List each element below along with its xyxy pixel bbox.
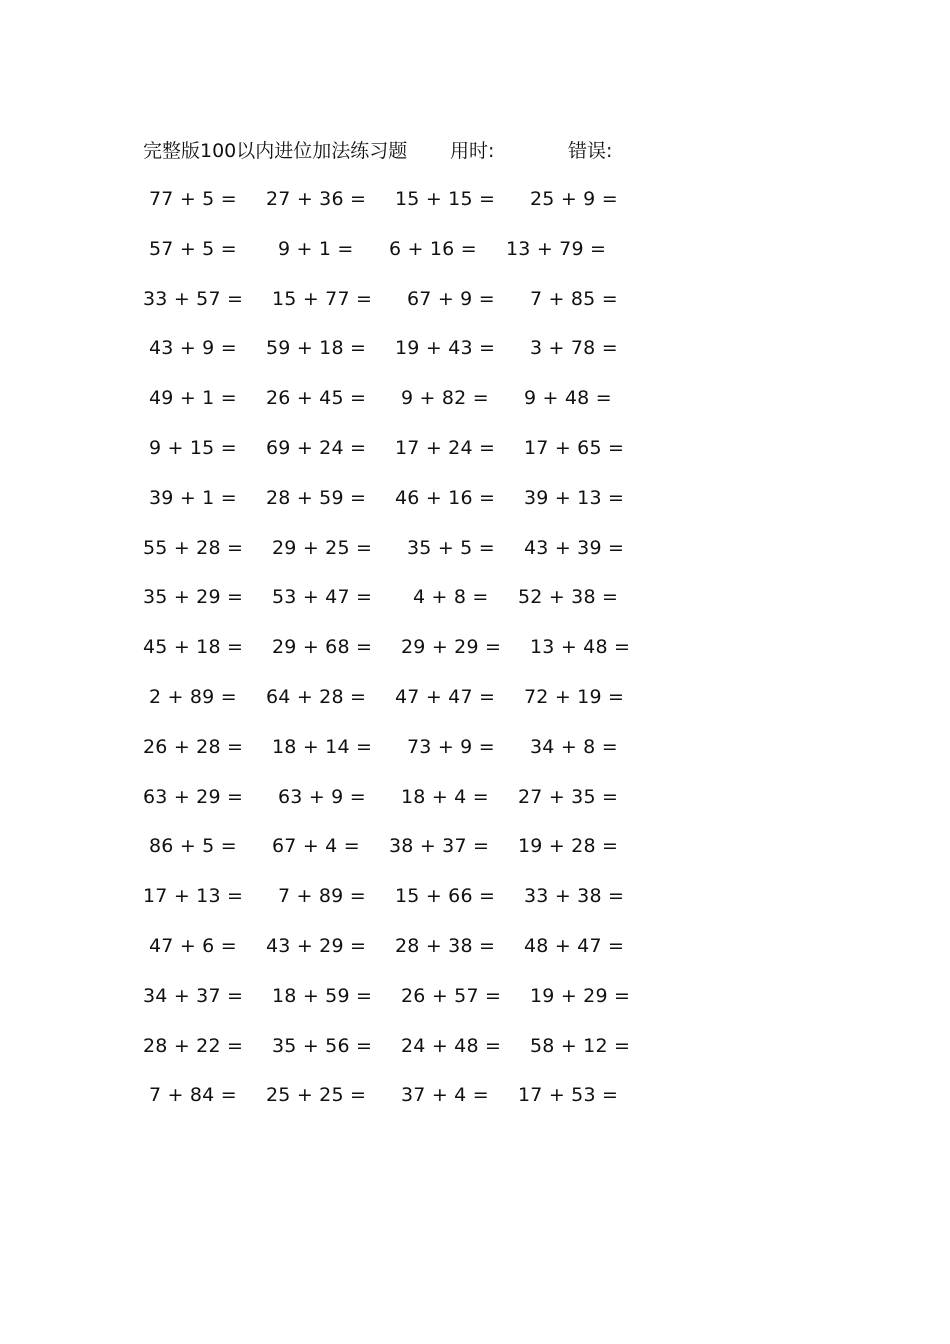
problem-8-4: 43 + 39 =: [524, 536, 625, 559]
problem-3-1: 33 + 57 =: [143, 287, 244, 310]
problem-8-2: 29 + 25 =: [272, 536, 373, 559]
problem-1-1: 77 + 5 =: [149, 188, 237, 210]
problem-5-2: 26 + 45 =: [266, 387, 367, 410]
problem-19-2: 25 + 25 =: [266, 1084, 367, 1107]
problem-19-3: 37 + 4 =: [401, 1084, 489, 1107]
problem-19-1: 7 + 84 =: [149, 1084, 237, 1107]
time-label: 用时:: [450, 140, 495, 162]
problem-9-3: 4 + 8 =: [413, 586, 489, 609]
problem-13-3: 18 + 4 =: [401, 785, 489, 808]
problem-6-1: 9 + 15 =: [149, 437, 237, 459]
problem-15-1: 17 + 13 =: [143, 885, 244, 908]
problem-18-3: 24 + 48 =: [401, 1034, 502, 1057]
problem-9-2: 53 + 47 =: [272, 586, 373, 609]
problem-6-3: 17 + 24 =: [395, 437, 496, 459]
problem-2-1: 57 + 5 =: [149, 237, 237, 260]
problem-9-1: 35 + 29 =: [143, 586, 244, 609]
problem-11-3: 47 + 47 =: [395, 686, 496, 708]
problem-6-2: 69 + 24 =: [266, 437, 367, 459]
problem-11-1: 2 + 89 =: [149, 686, 237, 708]
problem-15-3: 15 + 66 =: [395, 885, 496, 908]
problem-1-3: 15 + 15 =: [395, 188, 496, 210]
problem-15-4: 33 + 38 =: [524, 885, 625, 908]
problem-2-2: 9 + 1 =: [278, 237, 354, 260]
problem-18-2: 35 + 56 =: [272, 1034, 373, 1057]
problem-16-4: 48 + 47 =: [524, 935, 625, 957]
problem-4-3: 19 + 43 =: [395, 337, 496, 360]
problem-13-4: 27 + 35 =: [518, 785, 619, 808]
problem-17-4: 19 + 29 =: [530, 984, 631, 1007]
problem-12-2: 18 + 14 =: [272, 735, 373, 758]
problem-6-4: 17 + 65 =: [524, 437, 625, 459]
problem-14-1: 86 + 5 =: [149, 835, 237, 858]
problem-5-1: 49 + 1 =: [149, 387, 237, 410]
problem-4-2: 59 + 18 =: [266, 337, 367, 360]
problem-18-4: 58 + 12 =: [530, 1034, 631, 1057]
problem-11-4: 72 + 19 =: [524, 686, 625, 708]
problem-3-4: 7 + 85 =: [530, 287, 618, 310]
problem-13-2: 63 + 9 =: [278, 785, 366, 808]
problem-17-3: 26 + 57 =: [401, 984, 502, 1007]
problem-14-4: 19 + 28 =: [518, 835, 619, 858]
problem-5-3: 9 + 82 =: [401, 387, 489, 410]
problem-7-4: 39 + 13 =: [524, 486, 625, 509]
problem-9-4: 52 + 38 =: [518, 586, 619, 609]
problem-11-2: 64 + 28 =: [266, 686, 367, 708]
problem-8-3: 35 + 5 =: [407, 536, 495, 559]
problem-1-4: 25 + 9 =: [530, 188, 618, 210]
error-label: 错误:: [568, 140, 613, 162]
problem-19-4: 17 + 53 =: [518, 1084, 619, 1107]
problem-3-3: 67 + 9 =: [407, 287, 495, 310]
problem-12-4: 34 + 8 =: [530, 735, 618, 758]
problem-12-1: 26 + 28 =: [143, 735, 244, 758]
problem-10-4: 13 + 48 =: [530, 636, 631, 659]
problem-4-4: 3 + 78 =: [530, 337, 618, 360]
problem-7-3: 46 + 16 =: [395, 486, 496, 509]
problem-5-4: 9 + 48 =: [524, 387, 612, 410]
problem-4-1: 43 + 9 =: [149, 337, 237, 360]
problem-17-2: 18 + 59 =: [272, 984, 373, 1007]
problem-12-3: 73 + 9 =: [407, 735, 495, 758]
problem-13-1: 63 + 29 =: [143, 785, 244, 808]
problem-14-2: 67 + 4 =: [272, 835, 360, 858]
problem-7-2: 28 + 59 =: [266, 486, 367, 509]
problem-17-1: 34 + 37 =: [143, 984, 244, 1007]
problem-10-1: 45 + 18 =: [143, 636, 244, 659]
worksheet-title: 完整版100以内进位加法练习题: [143, 140, 408, 162]
problem-16-2: 43 + 29 =: [266, 935, 367, 957]
problem-2-4: 13 + 79 =: [506, 237, 607, 260]
problem-16-3: 28 + 38 =: [395, 935, 496, 957]
problem-8-1: 55 + 28 =: [143, 536, 244, 559]
problem-7-1: 39 + 1 =: [149, 486, 237, 509]
problem-3-2: 15 + 77 =: [272, 287, 373, 310]
problem-10-3: 29 + 29 =: [401, 636, 502, 659]
problem-10-2: 29 + 68 =: [272, 636, 373, 659]
problem-18-1: 28 + 22 =: [143, 1034, 244, 1057]
problem-1-2: 27 + 36 =: [266, 188, 367, 210]
problem-14-3: 38 + 37 =: [389, 835, 490, 858]
problem-15-2: 7 + 89 =: [278, 885, 366, 908]
problem-16-1: 47 + 6 =: [149, 935, 237, 957]
problem-2-3: 6 + 16 =: [389, 237, 477, 260]
